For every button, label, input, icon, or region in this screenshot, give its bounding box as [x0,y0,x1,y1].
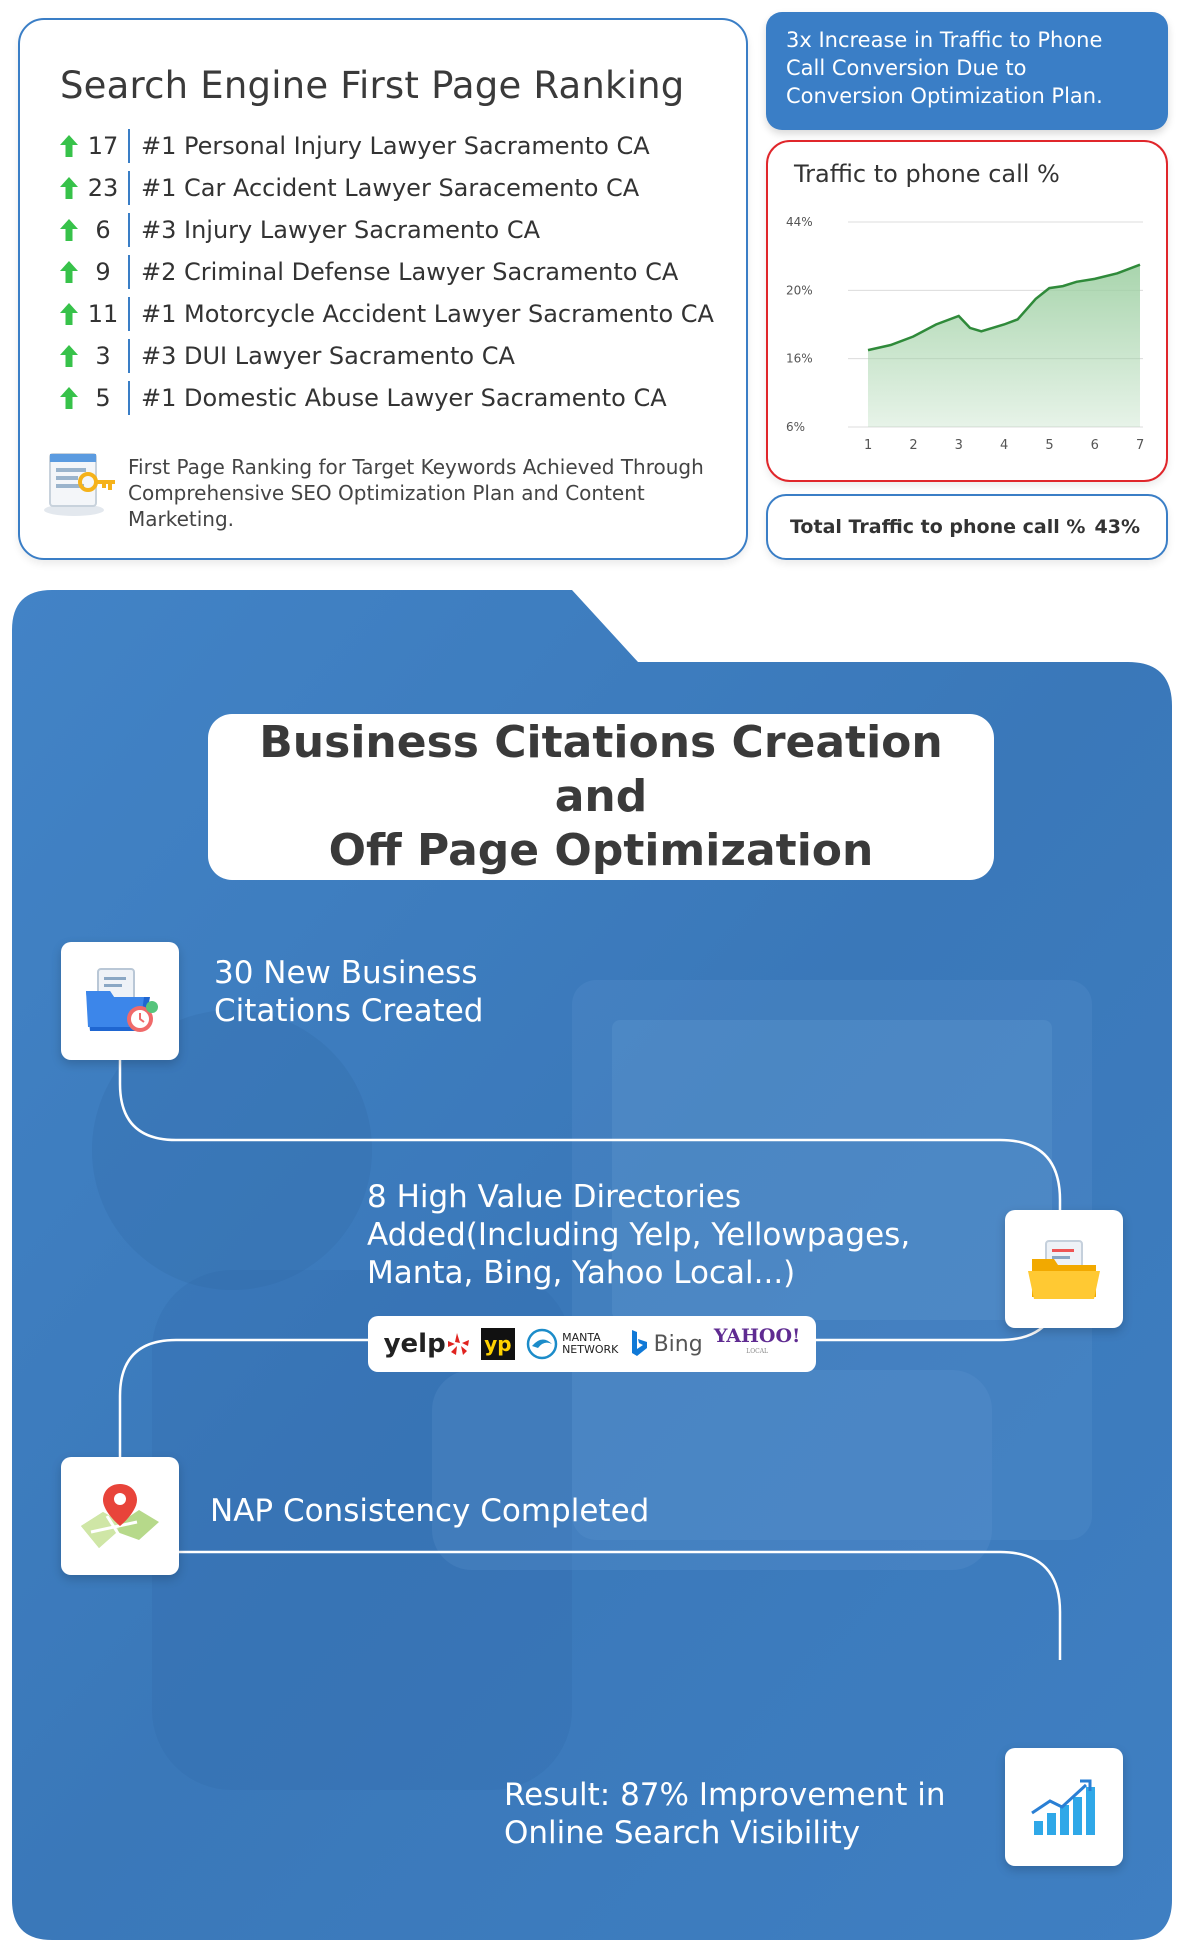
ranking-note [38,440,728,532]
x-tick-label: 5 [1045,438,1054,452]
up-arrow-icon [60,177,78,199]
step-directories-line-1: 8 High Value Directories [367,1179,742,1215]
step-citations-line-1: 30 New Business [214,955,478,991]
divider [128,129,130,163]
ranking-row [60,209,740,251]
offpage-panel [12,590,1172,1950]
ranking-keyword: #1 Motorcycle Accident Lawyer Sacramento CA [141,300,714,328]
ranking-row [60,251,740,293]
ranking-position-change: 11 [87,300,119,328]
ranking-position-change: 5 [95,384,111,412]
x-tick-label: 1 [864,438,873,452]
manta-logo-line-2: NETWORK [562,1343,619,1356]
y-tick-label: 44% [786,215,813,229]
up-arrow-icon [60,345,78,367]
ranking-keyword: #3 Injury Lawyer Sacramento CA [141,216,541,244]
x-tick-label: 6 [1090,438,1099,452]
step-result-line-1: Result: 87% Improvement in [504,1777,946,1813]
ranking-keyword: #1 Domestic Abuse Lawyer Sacramento CA [141,384,667,412]
y-tick-label: 20% [786,283,813,298]
offpage-title [208,714,994,880]
step-directories-text [367,1178,910,1292]
ranking-position-change: 23 [87,174,119,202]
traffic-chart-card [766,140,1168,482]
bing-b-icon [630,1330,648,1358]
ranking-note-text: First Page Ranking for Target Keywords Achieved Through Comprehensive SEO Optimization Plan and Content Marketing. [128,455,704,531]
ranking-title: Search Engine First Page Ranking [60,64,685,107]
up-arrow-icon [60,303,78,325]
seo-key-icon [38,440,120,522]
series-area [868,265,1140,427]
yahoo-local-logo [713,1325,801,1360]
ranking-list [60,125,740,419]
step-result-text [504,1776,946,1852]
yahoo-logo-text: YAHOO! [713,1325,801,1347]
folder-icon [1005,1210,1123,1328]
ranking-keyword: #3 DUI Lawyer Sacramento CA [141,342,515,370]
banner-text: 3x Increase in Traffic to Phone Call Conversion Due to Conversion Optimization Plan. [786,28,1103,108]
up-arrow-icon [60,261,78,283]
step-result-line-2: Online Search Visibility [504,1815,861,1851]
divider [128,171,130,205]
yelp-logo [384,1329,470,1359]
ranking-keyword: #1 Personal Injury Lawyer Sacramento CA [141,132,650,160]
yellowpages-logo: yp [481,1328,515,1360]
yahoo-logo-sub: LOCAL [746,1348,769,1355]
manta-ray-icon [526,1328,558,1360]
total-value: 43% [1094,516,1140,538]
divider [128,297,130,331]
step-nap-line-1: NAP Consistency Completed [210,1493,650,1529]
ranking-keyword: #1 Car Accident Lawyer Saracemento CA [141,174,640,202]
chart-title: Traffic to phone call % [794,160,1060,188]
bing-logo-text: Bing [653,1331,703,1357]
ranking-position-change: 3 [95,342,111,370]
step-nap-text [210,1492,649,1530]
yelp-logo-text: yelp [383,1329,446,1359]
up-arrow-icon [60,135,78,157]
y-tick-label: 16% [786,351,813,366]
bing-logo [630,1330,703,1358]
ranking-row [60,167,740,209]
divider [128,339,130,373]
divider [128,255,130,289]
up-arrow-icon [60,387,78,409]
ranking-position-change: 9 [95,258,111,286]
ranking-row [60,125,740,167]
traffic-chart [768,202,1168,452]
x-tick-label: 3 [954,438,963,452]
step-citations-line-2: Citations Created [214,993,484,1029]
ranking-row [60,293,740,335]
divider [128,213,130,247]
total-label: Total Traffic to phone call % [790,516,1086,538]
conversion-banner [766,12,1168,130]
total-traffic-card [766,494,1168,560]
directory-logos [368,1316,816,1372]
y-tick-label: 6% [786,420,806,434]
step-directories-line-2: Added(Including Yelp, Yellowpages, [367,1217,911,1253]
ranking-card [18,18,748,560]
step-citations-text [214,954,483,1030]
growth-chart-icon [1005,1748,1123,1866]
ranking-position-change: 17 [87,132,119,160]
ranking-row [60,377,740,419]
divider [128,381,130,415]
offpage-title-line-1: Business Citations Creation and [259,717,943,822]
map-pin-icon [61,1457,179,1575]
offpage-title-line-2: Off Page Optimization [328,825,874,876]
up-arrow-icon [60,219,78,241]
ranking-keyword: #2 Criminal Defense Lawyer Sacramento CA [141,258,679,286]
ranking-row [60,335,740,377]
step-directories-line-3: Manta, Bing, Yahoo Local...) [367,1255,796,1291]
yelp-burst-icon [446,1331,470,1357]
x-tick-label: 7 [1136,438,1145,452]
x-tick-label: 2 [909,438,918,452]
x-tick-label: 4 [1000,438,1009,452]
manta-logo [526,1328,618,1360]
manta-logo-line-1: MANTA [562,1331,601,1344]
ranking-position-change: 6 [95,216,111,244]
folder-clock-icon [61,942,179,1060]
